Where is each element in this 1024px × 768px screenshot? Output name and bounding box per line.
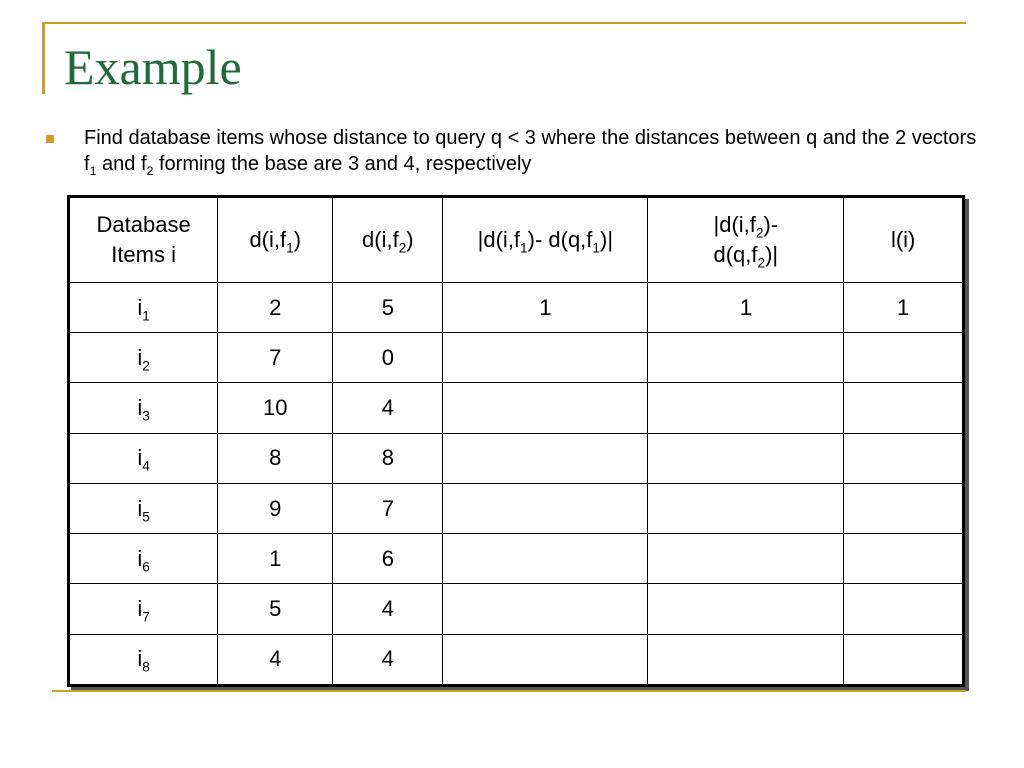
cell-item-subscript: 2	[142, 358, 150, 374]
cell-l	[844, 584, 964, 634]
cell-l	[844, 333, 964, 383]
cell-d1: 4	[218, 634, 333, 685]
cell-l	[844, 433, 964, 483]
cell-l: 1	[844, 283, 964, 333]
header-subscript: 1	[286, 240, 294, 256]
cell-abs-diff-f2	[648, 333, 844, 383]
cell-l	[844, 634, 964, 685]
cell-item-text: i	[137, 545, 143, 571]
cell-item-text: i	[137, 445, 143, 471]
cell-abs-diff-f1	[443, 333, 648, 383]
cell-item-subscript: 1	[142, 308, 150, 323]
cell-abs-diff-f2	[648, 483, 844, 533]
bullet-text-part: forming the base are 3 and 4, respectively	[153, 153, 532, 175]
cell-d1: 10	[218, 383, 333, 433]
cell-abs-diff-f1: 1	[443, 283, 648, 333]
header-abs-diff-f2	[648, 197, 844, 283]
table-header-row	[69, 197, 964, 283]
header-text: Database	[96, 212, 191, 237]
cell-d1: 7	[218, 333, 333, 383]
header-subscript: 2	[755, 225, 764, 241]
header-subscript: 1	[520, 240, 528, 256]
header-text: |d(i,f	[477, 227, 521, 252]
bullet-subscript: 2	[146, 164, 154, 178]
header-text: d(i,f	[249, 227, 287, 252]
header-d-i-f1	[218, 197, 333, 283]
cell-d2: 4	[333, 634, 443, 685]
cell-item	[69, 283, 218, 333]
cell-d1: 5	[218, 584, 333, 634]
header-text: d(i,f	[362, 227, 399, 252]
header-text: )-	[763, 212, 779, 237]
cell-item	[69, 333, 218, 383]
cell-abs-diff-f2	[648, 433, 844, 483]
cell-item	[69, 383, 218, 433]
bullet-subscript: 1	[89, 164, 97, 178]
cell-abs-diff-f2	[648, 383, 844, 433]
header-text: d(q,f	[713, 242, 758, 267]
cell-abs-diff-f1	[443, 433, 648, 483]
cell-abs-diff-f1	[443, 483, 648, 533]
cell-abs-diff-f2	[648, 634, 844, 685]
cell-item-text: i	[137, 646, 143, 672]
cell-d2: 0	[333, 333, 443, 383]
header-text: )	[293, 227, 302, 252]
cell-d2: 7	[333, 483, 443, 533]
cell-d1: 1	[218, 534, 333, 584]
table-row	[69, 333, 964, 383]
table-row	[69, 283, 964, 333]
table-row	[69, 634, 964, 685]
cell-d2: 4	[333, 383, 443, 433]
bullet-text-part: and f	[96, 153, 147, 175]
header-text: l(i)	[890, 227, 916, 252]
square-bullet-icon	[46, 135, 54, 143]
table-row	[69, 383, 964, 433]
cell-d1: 9	[218, 483, 333, 533]
cell-l	[844, 483, 964, 533]
cell-d2: 4	[333, 584, 443, 634]
cell-item	[69, 483, 218, 533]
table-row	[69, 433, 964, 483]
header-text: )|	[765, 242, 779, 267]
cell-item-subscript: 3	[142, 408, 150, 424]
cell-abs-diff-f1	[443, 534, 648, 584]
table-row	[69, 584, 964, 634]
cell-abs-diff-f2	[648, 534, 844, 584]
header-subscript: 2	[757, 255, 766, 271]
cell-item-subscript: 7	[142, 609, 150, 625]
cell-d2: 5	[333, 283, 443, 333]
cell-item-text: i	[137, 495, 143, 521]
cell-abs-diff-f1	[443, 634, 648, 685]
cell-abs-diff-f1	[443, 383, 648, 433]
cell-item-subscript: 5	[142, 508, 150, 524]
distance-table	[67, 195, 965, 687]
cell-item	[69, 433, 218, 483]
bottom-accent-rule	[52, 690, 966, 692]
table-body	[69, 283, 964, 686]
cell-abs-diff-f2	[648, 584, 844, 634]
cell-item-subscript: 8	[142, 659, 150, 675]
bullet-text-part: Find database items whose distance to query q < 3 where the distances between q and the 2 vectors f	[84, 127, 977, 175]
header-subscript: 1	[592, 240, 600, 256]
cell-item-text: i	[137, 294, 143, 320]
cell-item-text: i	[137, 395, 143, 421]
header-subscript: 2	[398, 240, 407, 256]
header-database-items	[69, 197, 218, 283]
title-frame-horizontal-rule	[42, 22, 966, 24]
header-text: )- d(q,f	[527, 227, 593, 252]
cell-item	[69, 634, 218, 685]
cell-d2: 8	[333, 433, 443, 483]
header-l-i	[844, 197, 964, 283]
header-text: |d(i,f	[713, 212, 756, 237]
cell-d2: 6	[333, 534, 443, 584]
table-row	[69, 483, 964, 533]
cell-abs-diff-f2: 1	[648, 283, 844, 333]
cell-item-text: i	[137, 344, 143, 370]
cell-item	[69, 534, 218, 584]
header-text: )|	[600, 227, 614, 252]
title-frame-vertical-rule	[42, 22, 45, 94]
cell-l	[844, 383, 964, 433]
bullet-text	[84, 125, 984, 177]
header-abs-diff-f1	[443, 197, 648, 283]
cell-d1: 2	[218, 283, 333, 333]
cell-item-text: i	[137, 596, 143, 622]
slide-title: Example	[64, 39, 242, 95]
cell-item-subscript: 6	[142, 559, 150, 575]
cell-l	[844, 534, 964, 584]
cell-d1: 8	[218, 433, 333, 483]
cell-abs-diff-f1	[443, 584, 648, 634]
header-text: Items i	[111, 242, 176, 267]
table-row	[69, 534, 964, 584]
cell-item	[69, 584, 218, 634]
header-text: )	[406, 227, 414, 252]
cell-item-subscript: 4	[142, 458, 150, 474]
header-d-i-f2	[333, 197, 443, 283]
